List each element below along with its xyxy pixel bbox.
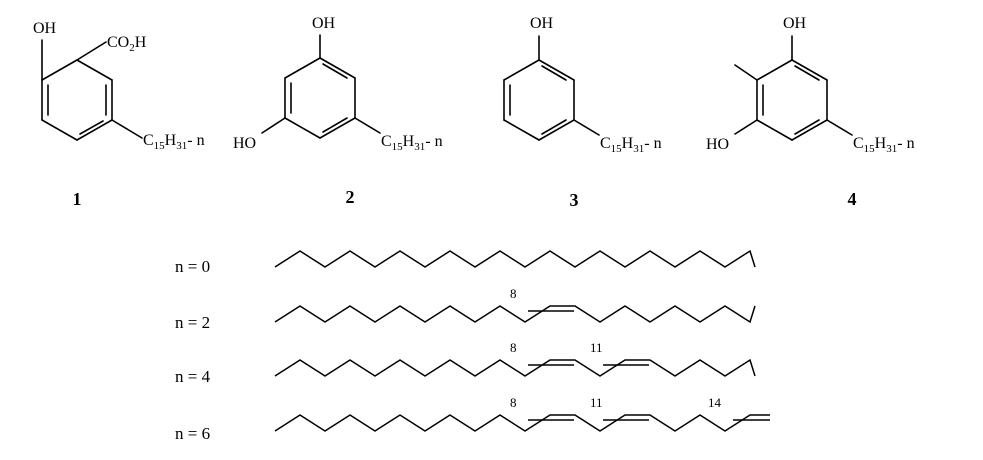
compound-4-hydroxyl-label: OH <box>783 15 807 32</box>
compound-4-alkyl-chain-label: $C_{15}H_{31}-$ n <box>853 135 915 155</box>
compound-3-ring <box>504 36 599 140</box>
compound-4 <box>706 15 915 209</box>
chain-n0 <box>175 251 755 276</box>
compound-4-number: 4 <box>847 189 857 209</box>
compound-2-alkyl-chain-label: $C_{15}H_{31}-$ n <box>381 133 443 153</box>
chain-n6-position-11: 11 <box>590 395 603 410</box>
compound-2-ring <box>262 35 380 138</box>
compound-3-number: 3 <box>569 190 579 210</box>
compound-2-hydroxyl-label: OH <box>312 15 336 32</box>
compound-1-hydroxyl-label: OH <box>33 20 57 37</box>
compound-1-carboxyl-label: $CO_2H$ <box>107 34 147 54</box>
compound-3 <box>504 15 662 210</box>
chain-n4-skeleton <box>275 360 755 376</box>
compound-3-hydroxyl-label: OH <box>530 15 554 32</box>
compound-4-second-hydroxyl-label: HO <box>706 136 730 153</box>
chain-n2 <box>175 286 755 332</box>
compound-4-ring <box>735 36 852 140</box>
compound-2 <box>233 15 443 207</box>
chain-n2-position-8: 8 <box>510 286 517 301</box>
chain-n4-position-11: 11 <box>590 340 603 355</box>
chain-n6 <box>175 395 770 443</box>
chain-n4-position-8: 8 <box>510 340 517 355</box>
chain-n6-label: n = 6 <box>175 424 211 443</box>
chain-n4 <box>175 340 755 386</box>
compound-2-second-hydroxyl-label: HO <box>233 135 257 152</box>
chain-n2-label: n = 2 <box>175 313 211 332</box>
compound-1-ring <box>42 40 142 140</box>
compound-1 <box>33 20 205 209</box>
compound-1-number: 1 <box>72 189 82 209</box>
chain-n6-position-14: 14 <box>708 395 721 410</box>
chain-n2-skeleton <box>275 306 755 322</box>
compound-3-alkyl-chain-label: $C_{15}H_{31}-$ n <box>600 135 662 155</box>
compound-2-number: 2 <box>345 187 355 207</box>
chain-n0-label: n = 0 <box>175 257 211 276</box>
chain-n4-label: n = 4 <box>175 367 211 386</box>
chain-n6-skeleton <box>275 415 770 431</box>
chain-n0-skeleton <box>275 251 755 267</box>
chain-n6-position-8: 8 <box>510 395 517 410</box>
compound-1-alkyl-chain-label: $C_{15}H_{31}-$ n <box>143 132 205 152</box>
